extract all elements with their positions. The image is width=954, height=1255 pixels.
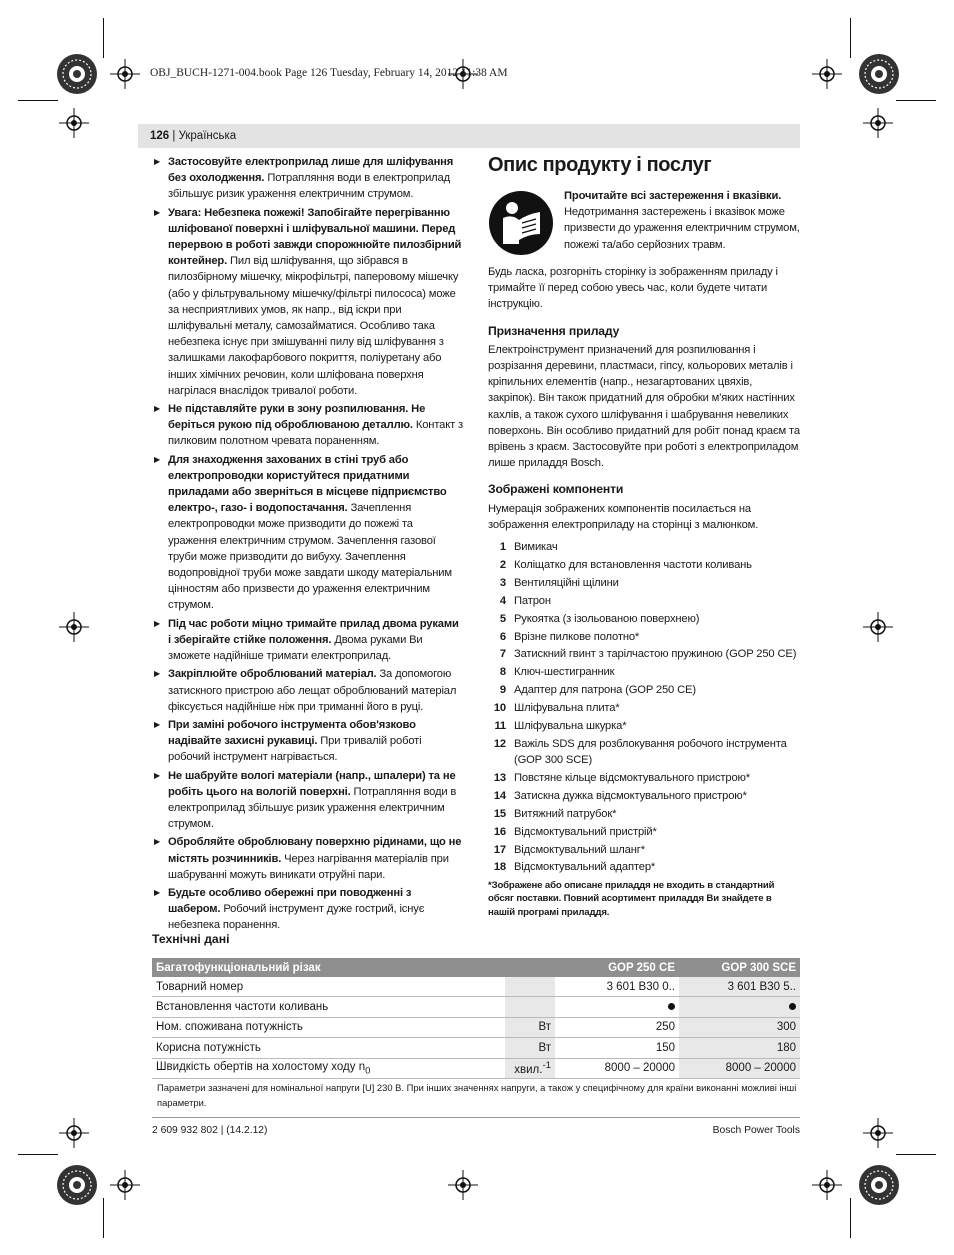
safety-bullet: [152, 616, 464, 665]
table-row: [152, 977, 800, 997]
row-unit: Вт: [505, 1038, 555, 1058]
safety-bullet: [152, 452, 464, 614]
crop-line: [896, 100, 936, 101]
tech-data-title: Технічні дані: [152, 932, 230, 946]
row-unit: [505, 977, 555, 997]
bullet-bold: Закріплюйте оброблюваний матеріал.: [168, 668, 377, 681]
component-number: 2: [499, 558, 506, 571]
component-label: Шліфувальна плита*: [514, 702, 620, 715]
component-item: [488, 557, 800, 573]
crosshair-mark-bottom-2: [448, 1170, 478, 1200]
row-label: Ном. споживана потужність: [152, 1017, 505, 1037]
component-number: 1: [499, 541, 506, 554]
header-label: Багатофункціональний різак: [152, 958, 505, 977]
component-number: 10: [493, 702, 506, 715]
component-number: 6: [499, 630, 506, 643]
component-item: [488, 824, 800, 840]
component-number: 15: [493, 807, 506, 820]
component-item: [488, 718, 800, 734]
crosshair-mark-left-3: [59, 1118, 89, 1148]
component-item: [488, 539, 800, 555]
row-value-1: 8000 – 20000: [555, 1058, 679, 1078]
component-label: Рукоятка (з ізольованою поверхнею): [514, 612, 700, 625]
component-label: Витяжний патрубок*: [514, 807, 617, 820]
component-label: Врізне пилкове полотно*: [514, 630, 640, 643]
component-item: [488, 736, 800, 768]
row-value-2: 3 601 B30 5..: [679, 977, 800, 997]
crosshair-mark-left-1: [59, 108, 89, 138]
component-number: 14: [493, 789, 506, 802]
crosshair-mark-right-3: [863, 1118, 893, 1148]
bullet-bold: Будьте особливо обережні при поводженні з шабером.: [168, 886, 412, 916]
row-label: Товарний номер: [152, 977, 505, 997]
bullet-bold: Не підставляйте руки в зону розпилювання. Не беріться рукою під оброблюваною деталлю.: [168, 403, 426, 432]
component-label: Затискний гвинт з тарілчастою пружиною (GOP 250 CE): [514, 648, 797, 661]
bullet-text: Контакт з пилковим полотном чревата пораненням.: [168, 419, 464, 448]
row-label-subscript: 0: [365, 1064, 371, 1076]
component-item: [488, 700, 800, 716]
component-label: Відсмоктувальний адаптер*: [514, 861, 656, 874]
purpose-heading: Призначення приладу: [488, 323, 620, 338]
registration-mark-top-right: [857, 52, 901, 96]
row-value-2: [679, 997, 800, 1017]
print-slug: OBJ_BUCH-1271-004.book Page 126 Tuesday, February 14, 2012 11:38 AM: [150, 67, 508, 79]
header-language: Українська: [178, 130, 237, 142]
component-item: [488, 770, 800, 786]
bullet-text: Через нагрівання матеріалів при шабруванні можуть виникати отруйні пари.: [168, 852, 449, 881]
registration-mark-bottom-right: [857, 1163, 901, 1207]
component-label: Ключ-шестигранник: [514, 666, 615, 679]
registration-mark-bottom-left: [55, 1163, 99, 1207]
component-number: 5: [499, 612, 506, 625]
component-number: 17: [493, 843, 506, 856]
component-number: 8: [499, 666, 506, 679]
row-label: Корисна потужність: [152, 1038, 505, 1058]
row-unit-superscript: -1: [542, 1060, 551, 1072]
bullet-text: Пил від шліфування, що зібрався в пилозбірному мішечку, мікрофільтрі, паперовому мішечку (або у фільтрувальному мішечку/фільтрі пилососа) може за несприятливих умов, як напр., від іскри при шліфувальні металу, самозайматися. Особливо така небезпека існує при змішуванні пилу від шліфування з залишками лакофарбового покриття, поліуретану або інших хімічних речовин, коли шліфована поверхня нагрілася внаслідок тривалої роботи.: [168, 255, 459, 397]
component-label: Коліщатко для встановлення частоти коливань: [514, 558, 752, 571]
bullet-bold: Не шабруйте вологі матеріали (напр., шпалери) та не робіть цього на вологій поверхні.: [168, 769, 456, 798]
crosshair-mark-bottom-3: [812, 1170, 842, 1200]
component-item: [488, 646, 800, 662]
component-label: Вимикач: [514, 541, 558, 554]
bullet-bold: Для знаходження захованих в стіні труб або електропроводки користуйтеся придатними приладами або зверніться в місцеве підприємство електро-, газо- і водопостачання.: [168, 453, 447, 515]
safety-bullet: [152, 154, 464, 203]
safety-bullets: [152, 154, 464, 936]
bullet-text: При тривалій роботі робочий інструмент нагрівається.: [168, 735, 422, 764]
component-number: 18: [493, 861, 506, 874]
component-item: [488, 806, 800, 822]
component-label: Затискна дужка відсмоктувального пристрою*: [514, 789, 747, 802]
feature-yes-dot-icon: [789, 1003, 796, 1010]
crop-line: [18, 1154, 58, 1155]
footer-rule: [152, 1117, 800, 1118]
component-label: Відсмоктувальний шланг*: [514, 843, 645, 856]
component-number: 3: [499, 576, 506, 589]
table-row: [152, 997, 800, 1017]
components-heading: Зображені компоненти: [488, 482, 624, 497]
component-label: Адаптер для патрона (GOP 250 CE): [514, 684, 696, 697]
component-label: Вентиляційні щілини: [514, 576, 619, 589]
bullet-text: Двома руками Ви зможете надійніше тримати електроприлад.: [168, 633, 423, 663]
component-item: [488, 842, 800, 858]
footer-doc-number: 2 609 932 802 | (14.2.12): [152, 1125, 268, 1136]
crop-line: [103, 1198, 104, 1238]
warning-text: [564, 188, 802, 253]
safety-bullet: [152, 205, 464, 399]
footer-brand: Bosch Power Tools: [712, 1125, 800, 1136]
component-item: [488, 611, 800, 627]
fold-out-note: Будь ласка, розгорніть сторінку із зображенням приладу і тримайте її перед собою увесь час, коли будете читати інструкцію.: [488, 266, 778, 311]
crop-line: [896, 1154, 936, 1155]
crosshair-mark-right-1: [863, 108, 893, 138]
component-item: [488, 575, 800, 591]
row-unit: Вт: [505, 1017, 555, 1037]
page-number: 126: [150, 130, 170, 142]
row-unit: [505, 997, 555, 1017]
row-label-text: Швидкість обертів на холостому ходу n: [156, 1060, 366, 1073]
feature-yes-dot-icon: [668, 1003, 675, 1010]
row-label: [152, 1058, 505, 1078]
row-label: Встановлення частоти коливань: [152, 997, 505, 1017]
bullet-bold: Під час роботи міцно тримайте прилад двома руками і зберігайте стійке положення.: [168, 617, 459, 646]
component-number: 12: [493, 737, 506, 750]
header-model-1: GOP 250 CE: [555, 958, 679, 977]
row-value-1: 150: [555, 1038, 679, 1058]
table-row: [152, 1058, 800, 1078]
header-model-2: GOP 300 SCE: [679, 958, 800, 977]
crop-line: [103, 18, 104, 58]
bullet-text: Потрапляння води в електроприлад збільшує ризик ураження електричним струмом.: [168, 172, 450, 201]
bullet-bold: Застосовуйте електроприлад лише для шліфування без охолодження.: [168, 156, 454, 185]
row-value-2: 8000 – 20000: [679, 1058, 800, 1078]
safety-bullet: [152, 834, 464, 883]
component-number: 4: [499, 594, 506, 607]
crosshair-mark-bottom-1: [110, 1170, 140, 1200]
table-header-row: [152, 958, 800, 977]
component-item: [488, 593, 800, 609]
purpose-text: Електроінструмент призначений для розпилювання і розрізання деревини, пластмаси, гіпсу, кольорових металів і кріпильних елементів (напр., незагартованих цвяхів, закріпок). Він також придатний для обробки м'яких настінних кахлів, а також сухого шліфування і шабрування невеликих поверхонь. Він особливо придатний для робіт понад краєм та врівень з краєм. Застосовуйте при роботі з електроприладом лише приладдя Bosch.: [488, 343, 800, 470]
component-number: 16: [493, 825, 506, 838]
component-label: Шліфувальна шкурка*: [514, 719, 627, 732]
registration-mark-top-left: [55, 52, 99, 96]
component-label: Важіль SDS для розблокування робочого інструмента (GOP 300 SCE): [514, 737, 787, 767]
row-value-2: 180: [679, 1038, 800, 1058]
bullet-bold: Обробляйте оброблювану поверхню рідинами, що не містять розчинників.: [168, 836, 462, 865]
crosshair-mark-top-3: [812, 59, 842, 89]
row-value-2: 300: [679, 1017, 800, 1037]
component-number: 9: [499, 684, 506, 697]
safety-bullet: [152, 885, 464, 934]
read-instructions-warning: [488, 184, 800, 258]
tech-data-table: [152, 958, 800, 1079]
table-row: [152, 1038, 800, 1058]
component-number: 7: [499, 648, 506, 661]
row-unit: [505, 1058, 555, 1078]
crop-line: [18, 100, 58, 101]
row-unit-text: хвил.: [514, 1064, 543, 1077]
components-intro: Нумерація зображених компонентів посилається на зображення електроприладу на сторінці з малюнком.: [488, 502, 759, 531]
table-note: Параметри зазначені для номінальної напруги [U] 230 В. При інших значеннях напруги, а також у специфічному для країни виконанні можливі інші параметри.: [157, 1082, 797, 1108]
component-label: Патрон: [514, 594, 551, 607]
header-unit: [505, 958, 555, 977]
row-value-1: [555, 997, 679, 1017]
component-number: 11: [494, 719, 506, 732]
component-label: Повстяне кільце відсмоктувального пристрою*: [514, 771, 750, 784]
component-item: [488, 682, 800, 698]
warning-body: Недотримання застережень і вказівок може призвести до ураження електричним струмом, пожежі та/або серйозних травм.: [564, 206, 800, 251]
warning-bold: Прочитайте всі застереження і вказівки.: [564, 190, 782, 202]
safety-bullet: [152, 717, 464, 766]
crosshair-mark-left-2: [59, 612, 89, 642]
accessory-footnote: *Зображене або описане приладдя не входить в стандартний обсяг поставки. Повний асортимент приладдя Ви знайдете в нашій програмі приладдя.: [488, 879, 775, 918]
bullet-text: За допомогою затискного пристрою або лещат оброблюваний матеріал фіксується надійніше ніж при триманні його в руці.: [168, 668, 457, 713]
crop-line: [850, 18, 851, 58]
bullet-text: Зачеплення електропроводки може призводити до пожежі та ураження електричним струмом. Зачеплення газової труби може призводити до вибуху. Зачеплення водопровідної труби може завдати шкоду матеріальним цінностям або призвести до ураження електричним струмом.: [168, 502, 452, 612]
crop-line: [850, 1198, 851, 1238]
bullet-bold: Увага: Небезпека пожежі! Запобігайте перегріванню шліфованої поверхні і шліфувальної машини. Перед перервою в роботі завжди спорожнюйте пилозбірний контейнер.: [168, 206, 462, 268]
component-item: [488, 788, 800, 804]
page-header: [138, 124, 800, 148]
bullet-bold: При заміні робочого інструмента обов'язково надівайте захисні рукавиці.: [168, 718, 416, 748]
table-row: [152, 1017, 800, 1037]
read-manual-icon: [488, 190, 554, 256]
header-separator: |: [169, 130, 179, 142]
section-title: Опис продукту і послуг: [488, 154, 712, 176]
component-label: Відсмоктувальний пристрій*: [514, 825, 657, 838]
bullet-text: Робочий інструмент дуже гострий, існує небезпека поранення.: [168, 903, 425, 932]
component-item: [488, 859, 800, 875]
crosshair-mark-top-1: [110, 59, 140, 89]
component-item: [488, 629, 800, 645]
product-description: [488, 152, 800, 919]
safety-bullet: [152, 666, 464, 715]
safety-bullet: [152, 768, 464, 833]
row-value-1: 250: [555, 1017, 679, 1037]
bullet-text: Потрапляння води в електроприлад збільшує ризик ураження електричним струмом.: [168, 785, 457, 831]
row-value-1: 3 601 B30 0..: [555, 977, 679, 997]
component-item: [488, 664, 800, 680]
component-number: 13: [493, 771, 506, 784]
safety-bullet: [152, 401, 464, 450]
crosshair-mark-right-2: [863, 612, 893, 642]
